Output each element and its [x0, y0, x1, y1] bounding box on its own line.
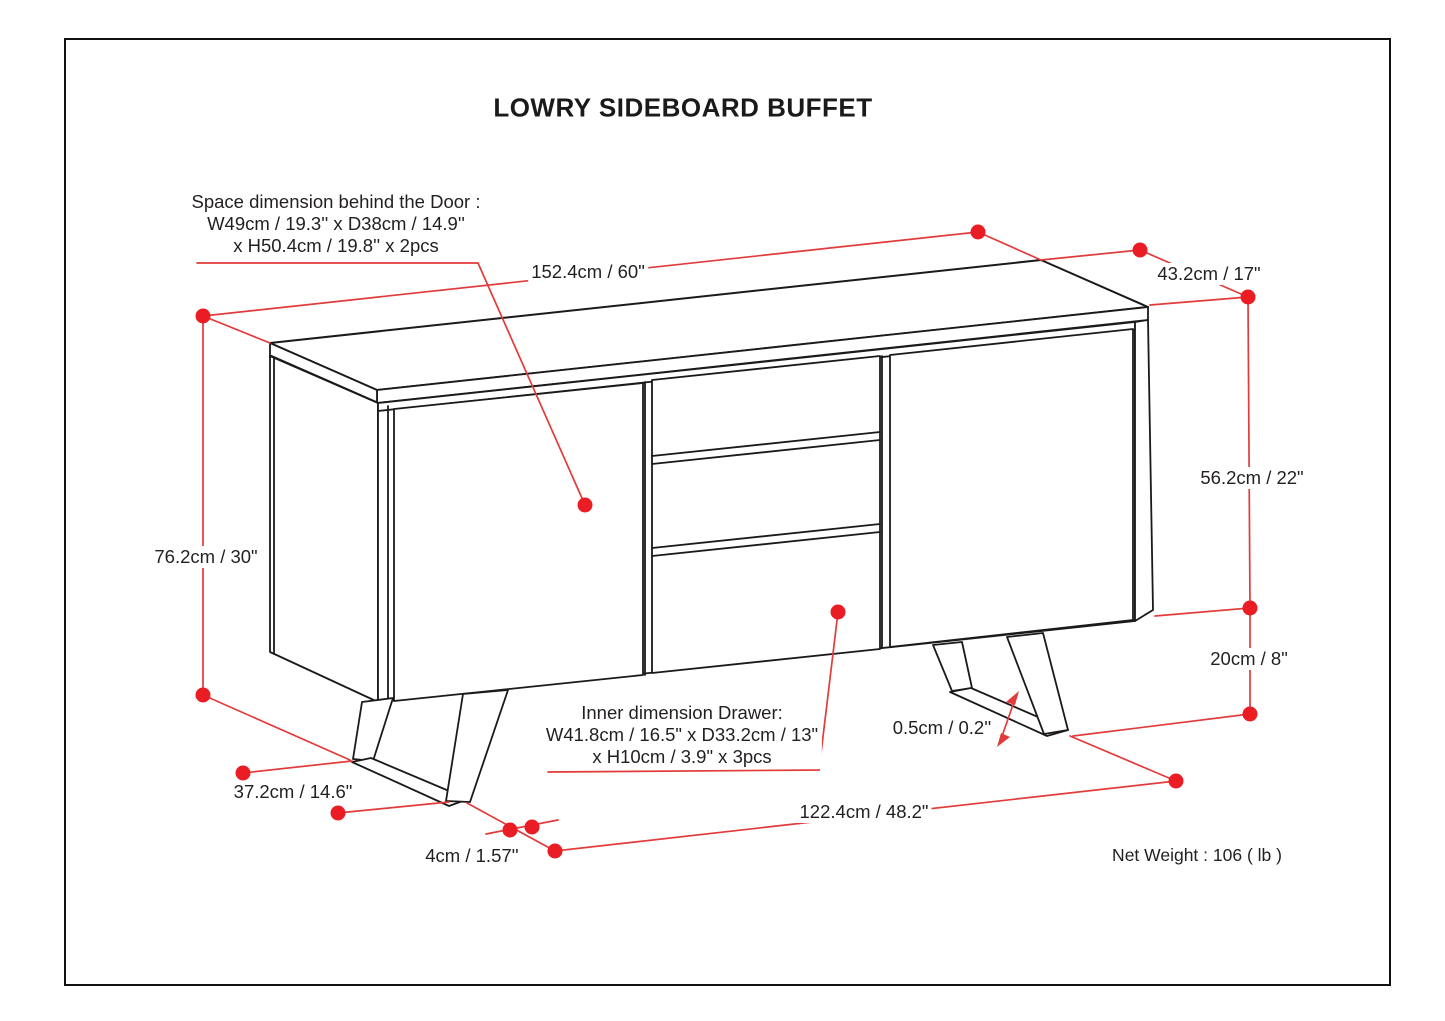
dot-leg-width-b [525, 820, 540, 835]
dim-depth-label: 43.2cm / 17" [1154, 263, 1263, 285]
dot-foot-span-front [331, 806, 346, 821]
dim-line-leg-height [1073, 608, 1250, 736]
dim-line-cabinet-height [1155, 297, 1250, 616]
dim-height-label: 76.2cm / 30" [151, 546, 260, 568]
right-door [890, 329, 1133, 647]
dot-foot-span-back [236, 766, 251, 781]
dot-leg-width-a [503, 823, 518, 838]
dim-metal-thickness-label: 0.5cm / 0.2'' [890, 717, 995, 739]
note-drawer-line3: x H10cm / 3.9" x 3pcs [592, 746, 772, 767]
note-drawer-line1: Inner dimension Drawer: [581, 702, 783, 723]
arrow-up-icon [1006, 691, 1019, 705]
dot-door-target [578, 498, 593, 513]
left-back-leg [353, 698, 393, 761]
note-inner-drawer [542, 701, 822, 769]
net-weight-label: Net Weight : 106 ( lb ) [1112, 845, 1282, 865]
right-back-leg [933, 642, 972, 691]
dim-width-label: 152.4cm / 60" [528, 261, 648, 283]
left-front-leg [446, 690, 508, 802]
dot-floor-right [1243, 707, 1258, 722]
dot-cabinet-bottom [1243, 601, 1258, 616]
note-space-behind-door [188, 190, 485, 258]
right-side-edge [1135, 320, 1153, 621]
dim-foot-span-label: 37.2cm / 14.6" [231, 781, 356, 803]
dim-leg-height-label: 20cm / 8" [1207, 648, 1291, 670]
dim-base-span-label: 122.4cm / 48.2" [797, 801, 932, 823]
note-space-line3: x H50.4cm / 19.8'' x 2pcs [233, 235, 439, 256]
dim-cabinet-height-label: 56.2cm / 22" [1197, 467, 1306, 489]
note-space-line1: Space dimension behind the Door : [191, 191, 481, 212]
page-title: LOWRY SIDEBOARD BUFFET [493, 92, 873, 123]
dot-base-span-right [1169, 774, 1184, 789]
left-side-panel [270, 356, 378, 702]
dot-height-bottom [196, 688, 211, 703]
drawer-stack [652, 356, 880, 673]
arrow-down-icon [997, 733, 1010, 747]
dot-width-left [196, 309, 211, 324]
dot-width-right [971, 225, 986, 240]
dim-leg-width-label: 4cm / 1.57'' [422, 845, 521, 867]
dot-depth-front [1241, 290, 1256, 305]
left-door [394, 383, 643, 701]
dot-depth-back [1133, 243, 1148, 258]
dot-base-span-left [548, 844, 563, 859]
note-drawer-line2: W41.8cm / 16.5" x D33.2cm / 13" [545, 724, 819, 745]
dim-line-leg-width [486, 820, 558, 834]
dot-drawer-target [831, 605, 846, 620]
note-space-line2: W49cm / 19.3'' x D38cm / 14.9'' [207, 213, 465, 234]
